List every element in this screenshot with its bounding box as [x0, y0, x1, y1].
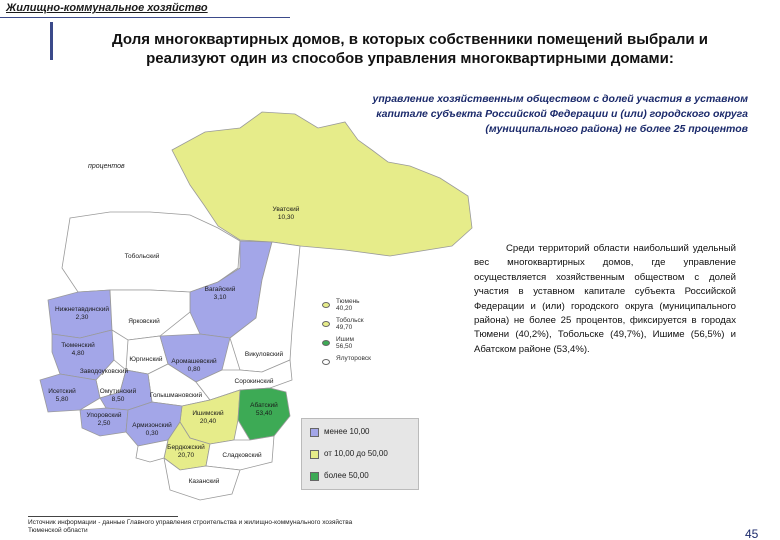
label-kazansky-name: Казанский — [188, 478, 220, 485]
city-text — [336, 355, 371, 362]
legend-row — [310, 447, 415, 461]
label-vikulovsky-name: Викуловский — [244, 351, 284, 358]
label-uvatsky-name: Уватский — [272, 206, 300, 213]
source-rule — [28, 516, 178, 517]
label-vagaysky-name: Вагайский — [204, 286, 236, 293]
label-tyumensky-name: Тюменский — [61, 342, 95, 349]
subtitle-line-3: (муниципального района) не более 25 процентов — [485, 123, 748, 135]
label-omutinsky-name: Омутинский — [99, 388, 137, 395]
label-uporovsky-value: 2,50 — [97, 420, 111, 427]
subtitle-line-1: управление хозяйственным обществом с долей участия в уставном — [372, 93, 748, 105]
city-dot — [322, 302, 330, 308]
label-uporovsky-name: Упоровский — [86, 412, 122, 419]
units-label: процентов — [88, 163, 125, 170]
city-name: Тобольск — [336, 317, 364, 324]
label-abatsky-value: 53,40 — [255, 410, 273, 417]
legend-swatch — [310, 428, 319, 437]
section-tag: Жилищно-коммунальное хозяйство — [6, 2, 208, 14]
color-legend — [301, 418, 419, 490]
label-yurginsky-name: Юргинский — [129, 356, 163, 363]
label-uvatsky-value: 10,30 — [277, 214, 295, 221]
city-name: Тюмень — [336, 298, 360, 305]
commentary-text: Среди территорий области наибольший удельный вес многоквартирных домов, где управление осуществляется хозяйственным обществом с долей участия в уставном капитале субъекта Российской Федерации и (или) городского округа (муниципального района) не более 25 процентов, фиксируется в городах Тюмени (40,2%), Тобольске (49,7%), Ишиме (56,5%) и Абатском районе (53,4%). — [474, 243, 736, 355]
city-text — [336, 298, 360, 312]
city-value: 49,70 — [336, 324, 353, 331]
city-dot — [322, 359, 330, 365]
label-sladkovsky — [222, 452, 261, 460]
city-row — [322, 317, 382, 336]
label-vagaysky — [205, 286, 236, 302]
label-sorokinsky — [235, 378, 274, 386]
title-line-2: реализуют один из способов управления многоквартирными домами: — [146, 50, 674, 67]
city-row — [322, 336, 382, 355]
label-abatsky — [250, 402, 278, 418]
city-value: 56,50 — [336, 343, 353, 350]
source-note: Источник информации - данные Главного управления строительства и жилищно-коммунального хозяйства Тюменской области — [28, 519, 353, 534]
region-tobolsky — [62, 212, 240, 292]
label-kazansky — [189, 478, 220, 486]
label-yarkovsky-name: Ярковский — [128, 318, 160, 325]
label-ishimsky-name: Ишимский — [192, 410, 224, 417]
city-text — [336, 317, 364, 331]
city-name: Ялуторовск — [336, 355, 371, 362]
label-vagaysky-value: 3,10 — [213, 294, 227, 301]
label-tobolsky-name: Тобольский — [124, 253, 160, 260]
label-armizonsky-value: 0,30 — [145, 430, 159, 437]
label-zavodoukovsky-name: Заводоуковский — [79, 368, 129, 375]
label-ishimsky — [192, 410, 223, 426]
legend-label: от 10,00 до 50,00 — [324, 449, 388, 458]
label-nizhnetavdinsky-name: Нижнетавдинский — [55, 306, 109, 313]
label-tyumensky — [61, 342, 95, 358]
label-ishimsky-value: 20,40 — [199, 418, 217, 425]
label-zavodoukovsky — [80, 368, 128, 376]
label-aromashevsky — [171, 358, 216, 374]
label-omutinsky-value: 8,50 — [111, 396, 125, 403]
label-abatsky-name: Абатский — [250, 402, 278, 409]
label-nizhnetavdinsky-value: 2,30 — [75, 314, 89, 321]
label-isetsky — [48, 388, 76, 404]
label-yarkovsky — [128, 318, 160, 326]
label-golyshmanovsky — [150, 392, 202, 400]
label-sladkovsky-name: Сладковский — [222, 452, 262, 459]
label-tyumensky-value: 4,80 — [71, 350, 85, 357]
label-armizonsky — [132, 422, 172, 438]
city-legend — [322, 298, 382, 374]
label-berdyuzhsky-value: 20,70 — [177, 452, 195, 459]
city-dot — [322, 321, 330, 327]
label-tobolsky — [125, 253, 160, 261]
page-number: 45 — [745, 527, 759, 540]
legend-label: более 50,00 — [324, 471, 369, 480]
subtitle-line-2: капитале субъекта Российской Федерации и (или) городского округа — [376, 108, 748, 120]
legend-row — [310, 469, 415, 483]
label-vikulovsky — [245, 351, 283, 359]
label-berdyuzhsky-name: Бердюжский — [167, 444, 205, 451]
city-row — [322, 355, 382, 374]
label-aromashevsky-name: Аромашевский — [171, 358, 217, 365]
legend-label: менее 10,00 — [324, 427, 370, 436]
label-omutinsky — [100, 388, 136, 404]
label-armizonsky-name: Армизонский — [132, 422, 172, 429]
label-aromashevsky-value: 0,80 — [187, 366, 201, 373]
label-berdyuzhsky — [167, 444, 205, 460]
label-isetsky-value: 5,80 — [55, 396, 69, 403]
region-yarkovsky — [110, 290, 190, 340]
label-uporovsky — [87, 412, 122, 428]
city-dot — [322, 340, 330, 346]
city-value: 40,20 — [336, 305, 353, 312]
legend-swatch — [310, 472, 319, 481]
label-golyshmanovsky-name: Голышмановский — [149, 392, 203, 399]
label-sorokinsky-name: Сорокинский — [234, 378, 274, 385]
label-yurginsky — [129, 356, 162, 364]
label-uvatsky — [273, 206, 300, 222]
city-name: Ишим — [336, 336, 354, 343]
legend-swatch — [310, 450, 319, 459]
label-isetsky-name: Исетский — [48, 388, 76, 395]
label-nizhnetavdinsky — [55, 306, 109, 322]
legend-row — [310, 425, 415, 439]
city-row — [322, 298, 382, 317]
title-line-1: Доля многоквартирных домов, в которых собственники помещений выбрали и — [112, 31, 708, 48]
city-text — [336, 336, 354, 350]
